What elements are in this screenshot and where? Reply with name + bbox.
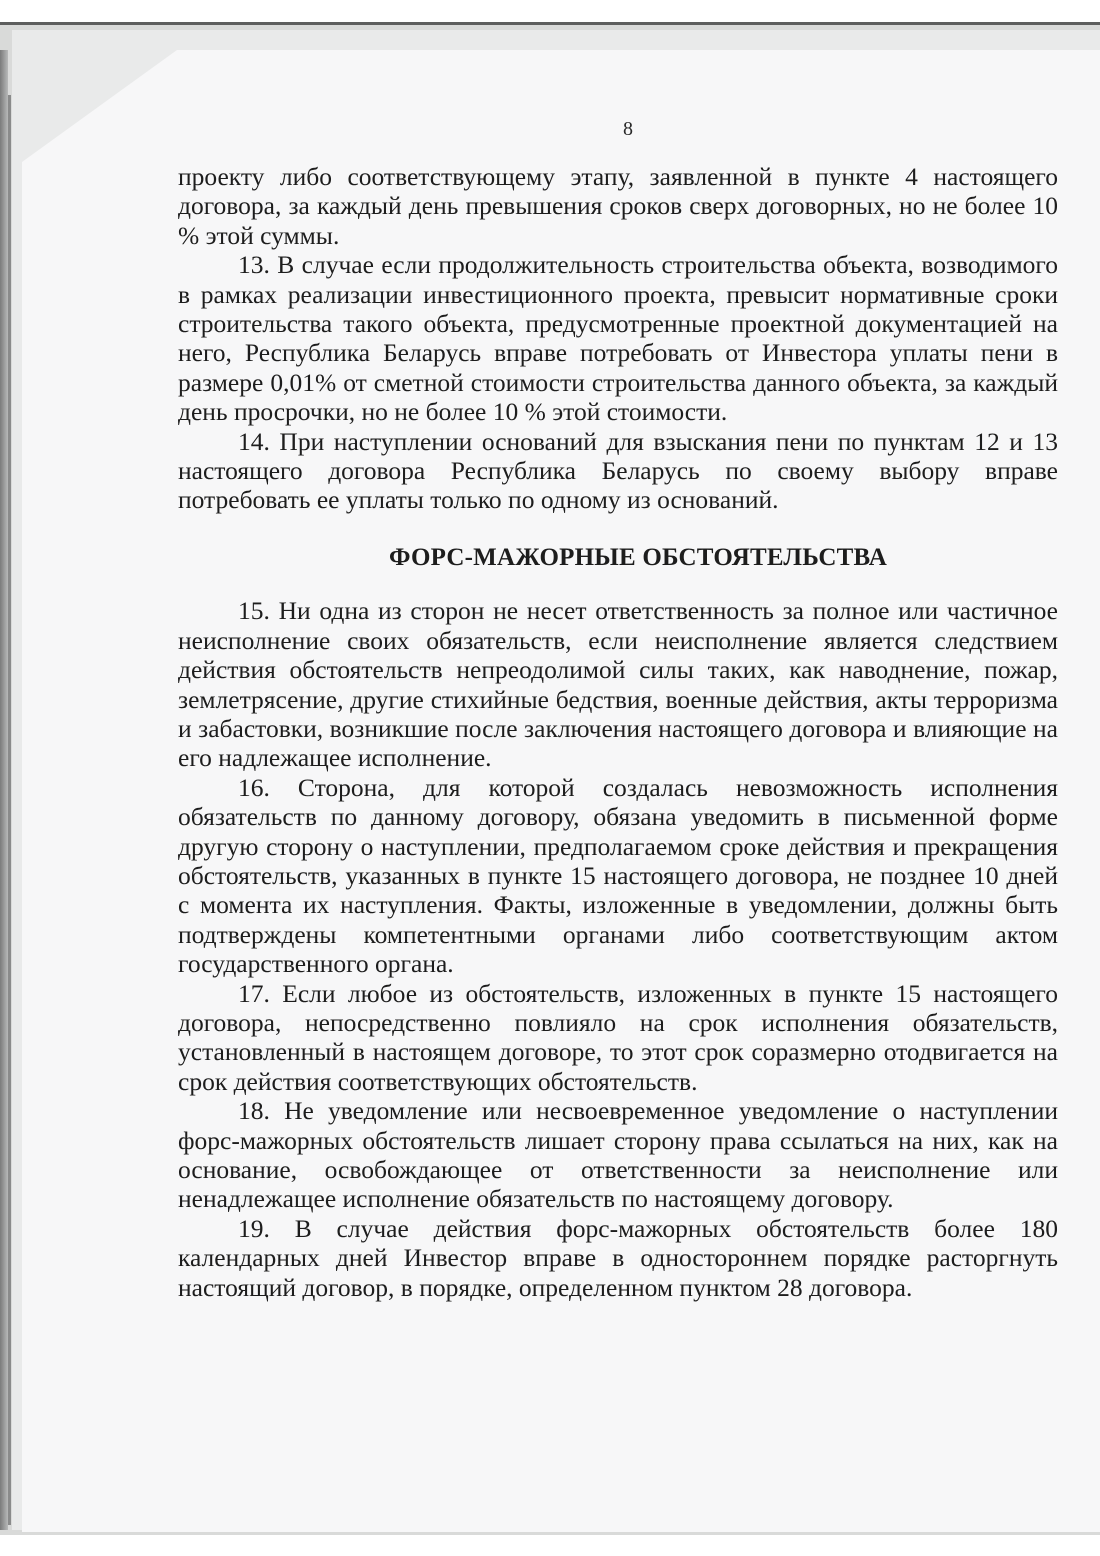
paragraph-16: 16. Сторона, для которой создалась невозможность исполнения обязательств по данному договору, обязана уведомить в письменной форме другую сторону о наступлении, предполагаемом сроке действия и прекращения обстоятельств, указанных в пункте 15 настоящего договора, не позднее 10 дней с момента их наступления. Факты, изложенные в уведомлении, должны быть подтверждены компетентными органами либо соответствующим актом государственного органа.	[178, 772, 1058, 979]
paragraph-15: 15. Ни одна из сторон не несет ответственность за полное или частичное неисполнение своих обязательств, если неисполнение является следствием действия обстоятельств непреодолимой силы таких, как наводнение, пожар, землетрясение, другие стихийные бедствия, военные действия, акты терроризма и забастовки, возникшие после заключения настоящего договора и влияющие на его надлежащее исполнение.	[178, 596, 1058, 773]
paragraph-17: 17. Если любое из обстоятельств, изложенных в пункте 15 настоящего договора, непосредственно повлияло на срок исполнения обязательств, установленный в настоящем договоре, то этот срок соразмерно отодвигается на срок действия соответствующих обстоятельств.	[178, 978, 1058, 1096]
section-heading: ФОРС-МАЖОРНЫЕ ОБСТОЯТЕЛЬСТВА	[388, 543, 888, 571]
paragraph-18: 18. Не уведомление или несвоевременное уведомление о наступлении форс-мажорных обстоятельств лишает сторону права ссылаться на них, как на основание, освобождающее от ответственности за неисполнение или ненадлежащее исполнение обязательств по настоящему договору.	[178, 1096, 1058, 1214]
paragraph-12-continuation: проекту либо соответствующему этапу, заявленной в пункте 4 настоящего договора, за каждый день превышения сроков сверх договорных, но не более 10 % этой суммы.	[178, 162, 1058, 250]
paragraph-13: 13. В случае если продолжительность строительства объекта, возводимого в рамках реализации инвестиционного проекта, превысит нормативные сроки строительства такого объекта, предусмотренные проектной документацией на него, Республика Беларусь вправе потребовать от Инвестора уплаты пени в размере 0,01% от сметной стоимости строительства данного объекта, за каждый день просрочки, но не более 10 % этой стоимости.	[178, 250, 1058, 427]
document-body	[178, 162, 1058, 1302]
binder-edge-inner	[8, 95, 11, 1525]
page-number: 8	[623, 118, 633, 140]
binder-edge	[0, 50, 8, 1530]
paragraph-19: 19. В случае действия форс-мажорных обстоятельств более 180 календарных дней Инвестор вправе в одностороннем порядке расторгнуть настоящий договор, в порядке, определенном пунктом 28 договора.	[178, 1213, 1058, 1302]
paragraph-14: 14. При наступлении оснований для взыскания пени по пунктам 12 и 13 настоящего договора Республика Беларусь по своему выбору вправе потребовать ее уплаты только по одному из оснований.	[178, 426, 1058, 515]
